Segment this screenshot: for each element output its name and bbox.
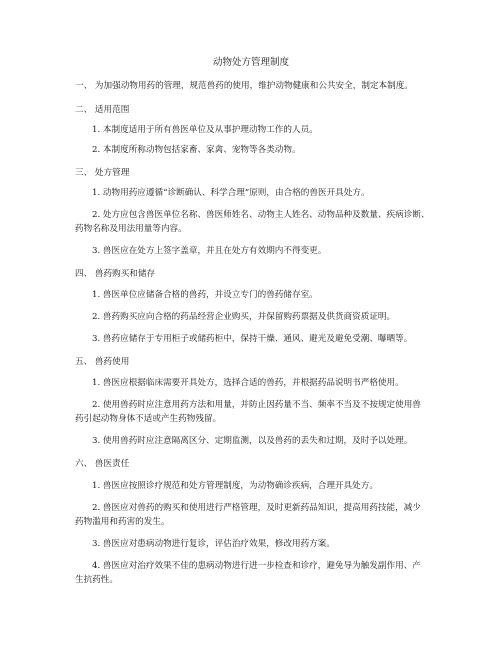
responsibility-item-4-line-2: 生抗药性。 [75, 575, 118, 585]
scope-item-2: 2. 本制度所称动物包括家畜、家禽、宠物等各类动物。 [92, 145, 301, 155]
purchase-item-1: 1. 兽医单位应储备合格的兽药，并设立专门的兽药储存室。 [92, 290, 318, 300]
usage-item-1: 1. 兽医应根据临床需要开具处方，选择合适的兽药，并根据药品说明书严格使用。 [92, 378, 404, 388]
responsibility-item-4-line-1: 4. 兽医应对治疗效果不佳的患病动物进行进一步检查和诊疗，避免导为触发副作用、产 [92, 561, 421, 571]
usage-item-3: 3. 使用兽药时应注意隔离区分、定期监测，以及兽药的丢失和过期，及时予以处理。 [92, 436, 413, 446]
section-heading-purchase: 四、 兽药购买和储存 [75, 269, 156, 279]
usage-item-2-line-1: 2. 使用兽药时应注意用药方法和用量，并防止因药量不当、频率不当及不按规定使用兽 [92, 400, 421, 410]
section-heading-scope: 二、 适用范围 [75, 105, 130, 115]
section-heading-responsibility: 六、 兽医责任 [75, 459, 130, 469]
prescription-item-1: 1. 动物用药应遵循“诊断确认、科学合理”原则，由合格的兽医开具处方。 [92, 188, 370, 198]
document-title: 动物处方管理制度 [212, 57, 289, 68]
responsibility-item-2-line-1: 2. 兽医应对兽药的购买和使用进行严格管理，及时更新药品知识，提高用药技能，减少 [92, 503, 421, 513]
intro-paragraph: 一、 为加强动物用药的管理，规范兽药的使用，维护动物健康和公共安全，制定本制度。 [75, 81, 413, 91]
prescription-item-3: 3. 兽医应在处方上签字盖章，并且在处方有效期内不得变更。 [92, 246, 327, 256]
prescription-item-2-line-2: 药物名称及用法用量等内容。 [75, 224, 187, 234]
responsibility-item-3: 3. 兽医应对患病动物进行复诊，评估治疗效果，修改用药方案。 [92, 539, 335, 549]
section-heading-usage: 五、 兽药使用 [75, 357, 130, 367]
purchase-item-2: 2. 兽药购买应向合格的药品经营企业购买，并保留购药票据及供货商资质证明。 [92, 312, 396, 322]
responsibility-item-1: 1. 兽医应按照诊疗规范和处方管理制度，为动物确诊疾病，合理开具处方。 [92, 481, 378, 491]
purchase-item-3: 3. 兽药应储存于专用柜子或储药柜中，保持干燥、通风、避光及避免受潮、曝晒等。 [92, 334, 413, 344]
usage-item-2-line-2: 药引起动物身体不适或产生药物残留。 [75, 414, 222, 424]
scope-item-1: 1. 本制度适用于所有兽医单位及从事护理动物工作的人员。 [92, 125, 318, 135]
responsibility-item-2-line-2: 药物滥用和药害的发生。 [75, 517, 170, 527]
prescription-item-2-line-1: 2. 处方应包含兽医单位名称、兽医师姓名、动物主人姓名、动物品种及数量、疾病诊断、 [92, 210, 430, 220]
section-heading-prescription: 三、 处方管理 [75, 168, 130, 178]
